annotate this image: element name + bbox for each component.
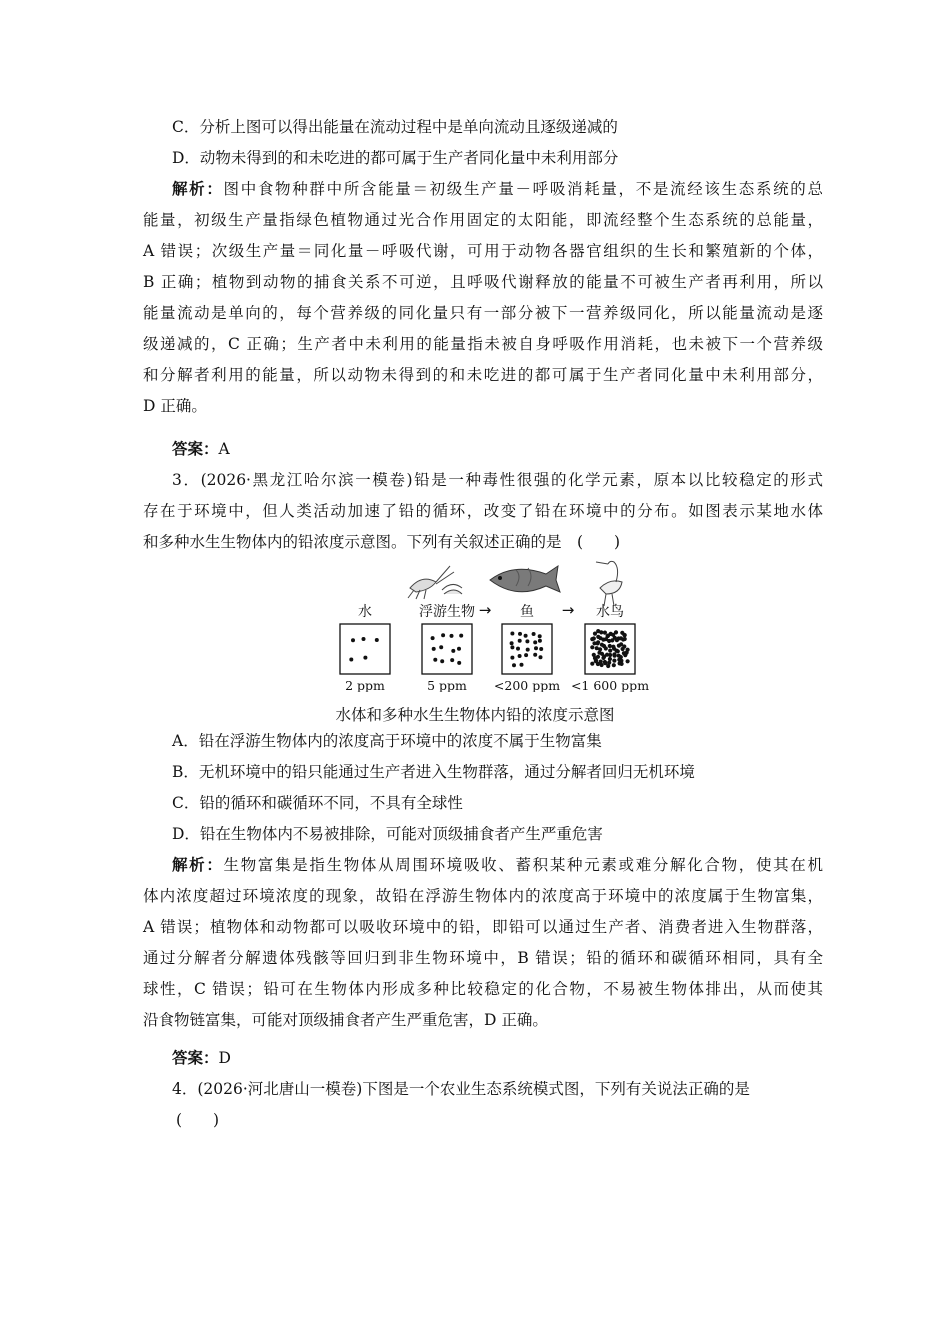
lead-dot [433, 658, 437, 662]
lead-dot [612, 659, 616, 663]
lead-dot [608, 649, 612, 653]
box-value: <200 ppm [493, 678, 561, 692]
box-label: 鱼 [520, 604, 534, 620]
shrimp-illustration [408, 566, 462, 599]
lead-dot [526, 648, 530, 652]
explanation-2-line-2: 能量，初级生产量指绿色植物通过光合作用固定的太阳能，即流经整个生态系统的总能量， [143, 211, 823, 229]
box-value: 2 ppm [345, 678, 385, 692]
option-c: C．铅的循环和碳循环不同，不具有全球性 [172, 794, 463, 812]
lead-dot [603, 631, 607, 635]
explanation-3-line-3: A 错误；植物体和动物都可以吸收环境中的铅，即铅可以通过生产者、消费者进入生物群落， [143, 918, 823, 936]
explanation-label: 解析： [172, 855, 224, 874]
lead-dot [608, 653, 612, 657]
concentration-box [340, 624, 390, 674]
lead-dot [596, 641, 600, 645]
explanation-2-line-5: 能量流动是单向的，每个营养级的同化量只有一部分被下一营养级同化，所以能量流动是逐 [143, 304, 823, 322]
lead-dot [615, 638, 619, 642]
explanation-3-line-1 [172, 855, 823, 875]
lead-dot [532, 632, 536, 636]
lead-dot [623, 653, 627, 657]
lead-dot [431, 636, 435, 640]
answer-3 [172, 1048, 823, 1068]
lead-dot [510, 641, 514, 645]
fish-illustration [490, 566, 560, 592]
answer-label: 答案： [172, 439, 219, 458]
lead-dot [375, 638, 379, 642]
lead-dot [610, 638, 614, 642]
lead-dot [363, 656, 367, 660]
answer-value: D [218, 1049, 231, 1067]
explanation-3-line-5: 球性，C 错误；铅可在生物体内形成多种比较稳定的化合物，不易被生物体排出，从而使其 [143, 980, 823, 998]
lead-dot [599, 630, 603, 634]
lead-concentration-figure [330, 560, 650, 692]
answer-value: A [218, 440, 230, 458]
question-3-line-1: 3．(2026·黑龙江哈尔滨一模卷)铅是一种毒性很强的化学元素，原本以比较稳定的形式 [172, 471, 823, 489]
lead-dot [608, 644, 612, 648]
explanation-2-line-6: 级递减的，C 正确；生产者中未利用的能量指未被自身呼吸作用消耗，也未被下一个营养级 [143, 335, 823, 353]
explanation-3-line-4: 通过分解者分解遗体残骸等回归到非生物环境中，B 错误；铅的循环和碳循环相同，具有全 [143, 949, 823, 967]
lead-dot [520, 663, 524, 667]
lead-dot [516, 647, 520, 651]
lead-dot [538, 634, 542, 638]
arrow-icon: → [478, 601, 492, 619]
figure-caption: 水体和多种水生生物体内铅的浓度示意图 [335, 706, 615, 724]
lead-dot [596, 662, 600, 666]
lead-dot [440, 659, 444, 663]
lead-dot [510, 656, 514, 660]
lead-dot [590, 637, 594, 641]
question-3-line-3: 和多种水生生物体内的铅浓度示意图。下列有关叙述正确的是 ( ) [143, 533, 621, 551]
lead-dot [432, 647, 436, 651]
lead-dot [626, 659, 630, 663]
explanation-2-line-3: A 错误；次级生产量＝同化量－呼吸代谢，可用于动物各器官组织的生长和繁殖新的个体， [143, 242, 823, 260]
lead-dot [620, 662, 624, 666]
explanation-3-line-2: 体内浓度超过环境浓度的现象，故铅在浮游生物体内的浓度高于环境中的浓度属于生物富集， [143, 887, 823, 905]
lead-dot [608, 657, 612, 661]
explanation-text: 图中食物种群中所含能量＝初级生产量－呼吸消耗量，不是流经该生态系统的总 [223, 180, 823, 198]
question-3-line-2: 存在于环境中，但人类活动加速了铅的循环，改变了铅在环境中的分布。如图表示某地水体 [143, 502, 823, 520]
explanation-3-line-6: 沿食物链富集，可能对顶级捕食者产生严重危害，D 正确。 [143, 1011, 548, 1029]
lead-dot [623, 633, 627, 637]
explanation-text: 生物富集是指生物体从周围环境吸收、蓄积某种元素或难分解化合物，使其在机 [223, 856, 823, 874]
box-label: 水鸟 [596, 604, 624, 620]
option-b: B．无机环境中的铅只能通过生产者进入生物群落，通过分解者回归无机环境 [172, 763, 695, 781]
lead-dot [539, 655, 543, 659]
lead-dot [596, 655, 600, 659]
lead-dot [614, 630, 618, 634]
lead-dot [612, 663, 616, 667]
lead-dot [459, 634, 463, 638]
lead-dot [525, 639, 529, 643]
lead-dot [450, 658, 454, 662]
figure-svg [330, 560, 650, 692]
lead-dot [524, 634, 528, 638]
question-4-line-1: 4．(2026·河北唐山一模卷)下图是一个农业生态系统模式图，下列有关说法正确的是 [172, 1080, 750, 1098]
lead-dot [510, 645, 514, 649]
lead-dot [606, 634, 610, 638]
lead-dot [533, 640, 537, 644]
explanation-2-line-7: 和分解者利用的能量，所以动物未得到的和未吃进的都可属于生产者同化量中未利用部分， [143, 366, 823, 384]
lead-dot [590, 645, 594, 649]
lead-dot [518, 639, 522, 643]
lead-dot [616, 649, 620, 653]
option-d: D．铅在生物体内不易被排除，可能对顶级捕食者产生严重危害 [172, 825, 603, 843]
lead-dot [621, 647, 625, 651]
lead-dot [439, 645, 443, 649]
waterbird-illustration [596, 561, 622, 606]
box-value: <1 600 ppm [570, 678, 650, 692]
lead-dot [512, 663, 516, 667]
concentration-boxes [340, 601, 649, 692]
lead-dot [518, 632, 522, 636]
lead-dot [590, 662, 594, 666]
box-label: 浮游生物 [419, 604, 475, 620]
lead-dot [362, 637, 366, 641]
lead-dot [518, 654, 522, 658]
lead-dot [524, 653, 528, 657]
lead-dot [450, 634, 454, 638]
lead-dot [604, 646, 608, 650]
lead-dot [457, 661, 461, 665]
arrow-icon: → [561, 601, 575, 619]
lead-dot [441, 633, 445, 637]
lead-dot [623, 637, 627, 641]
lead-dot [613, 654, 617, 658]
lead-dot [538, 639, 542, 643]
box-label: 水 [358, 604, 372, 620]
explanation-label: 解析： [172, 179, 224, 198]
lead-dot [451, 649, 455, 653]
lead-dot [349, 658, 353, 662]
lead-dot [533, 653, 537, 657]
question-4-line-2: ( ) [176, 1111, 220, 1129]
box-value: 5 ppm [427, 678, 467, 692]
lead-dot [534, 646, 538, 650]
explanation-2-line-4: B 正确；植物到动物的捕食关系不可逆，且呼吸代谢释放的能量不可被生产者再利用，所以 [143, 273, 823, 291]
explanation-2-line-1 [172, 179, 823, 199]
lead-dot [351, 638, 355, 642]
answer-label: 答案： [172, 1048, 219, 1067]
lead-dot [602, 654, 606, 658]
lead-dot [457, 647, 461, 651]
option-d-prev: D．动物未得到的和未吃进的都可属于生产者同化量中未利用部分 [172, 149, 619, 167]
lead-dot [510, 632, 514, 636]
lead-dot [539, 647, 543, 651]
lead-dot [600, 663, 604, 667]
concentration-box [422, 624, 472, 674]
lead-dot [606, 664, 610, 668]
option-c-prev: C．分析上图可以得出能量在流动过程中是单向流动且逐级递减的 [172, 118, 618, 136]
explanation-2-line-8: D 正确。 [143, 397, 207, 415]
option-a: A．铅在浮游生物体内的浓度高于环境中的浓度不属于生物富集 [172, 732, 602, 750]
answer-2 [172, 439, 823, 459]
